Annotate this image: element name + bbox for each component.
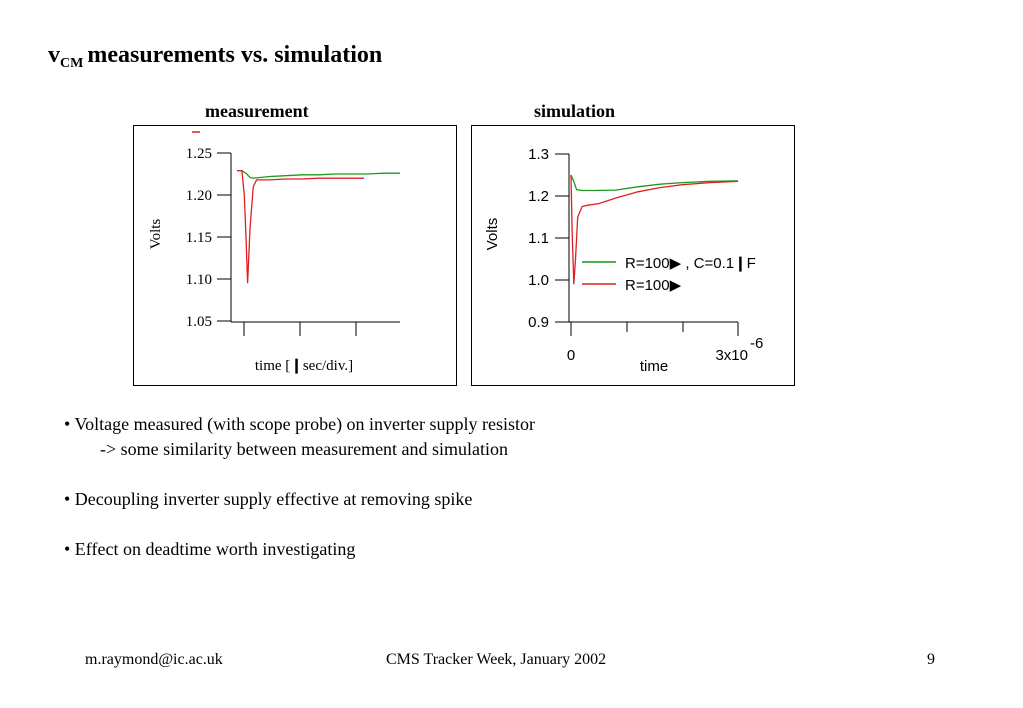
- bullet-item: • Decoupling inverter supply effective at removing spike: [64, 489, 473, 509]
- simulation-xlabel: time: [639, 358, 669, 375]
- measurement-ytick-label: 1.25: [185, 146, 212, 162]
- simulation-ytick-label: 0.9: [528, 314, 549, 331]
- bullet-list: [64, 412, 535, 562]
- simulation-ylabel: Volts: [484, 217, 501, 251]
- simulation-chart-svg: [472, 126, 796, 387]
- simulation-xtick-label-end: 3x10: [715, 347, 748, 364]
- measurement-label: measurement: [205, 101, 309, 121]
- bullet-item: • Effect on deadtime worth investigating: [64, 539, 356, 559]
- simulation-ytick-label: 1.2: [528, 188, 549, 205]
- page-title: [48, 42, 382, 69]
- footer-page-number: 9: [927, 651, 935, 668]
- bullet-item: • Voltage measured (with scope probe) on inverter supply resistor: [64, 414, 536, 434]
- title-v: v: [48, 42, 60, 68]
- measurement-red-line: [237, 171, 364, 284]
- bullet-subitem: -> some similarity between measurement and simulation: [100, 439, 509, 459]
- measurement-xlabel: time [❙sec/div.]: [254, 358, 354, 374]
- measurement-ytick-label: 1.20: [185, 188, 212, 204]
- simulation-chart: [471, 125, 795, 386]
- footer-event: CMS Tracker Week, January 2002: [386, 651, 607, 668]
- measurement-chart-svg: [134, 126, 458, 387]
- measurement-ytick-label: 1.10: [185, 272, 212, 288]
- measurement-green-line: [237, 171, 400, 179]
- simulation-legend-label: R=100▶ , C=0.1❙F: [625, 255, 756, 272]
- footer-email: m.raymond@ic.ac.uk: [85, 651, 223, 668]
- title-subscript: CM: [60, 56, 84, 71]
- measurement-ylabel: Volts: [148, 218, 164, 250]
- simulation-label: simulation: [534, 101, 616, 121]
- measurement-ytick-label: 1.15: [185, 230, 212, 246]
- simulation-xtick-exponent: -6: [750, 335, 764, 352]
- measurement-ytick-label: 1.05: [185, 314, 212, 330]
- measurement-chart: [133, 125, 457, 386]
- simulation-ytick-label: 1.0: [528, 272, 549, 289]
- simulation-legend-label: R=100▶: [625, 277, 682, 294]
- simulation-xtick-label-start: 0: [566, 347, 576, 364]
- simulation-ytick-label: 1.1: [528, 230, 549, 247]
- simulation-ytick-label: 1.3: [528, 146, 549, 163]
- title-rest: measurements vs. simulation: [87, 42, 383, 68]
